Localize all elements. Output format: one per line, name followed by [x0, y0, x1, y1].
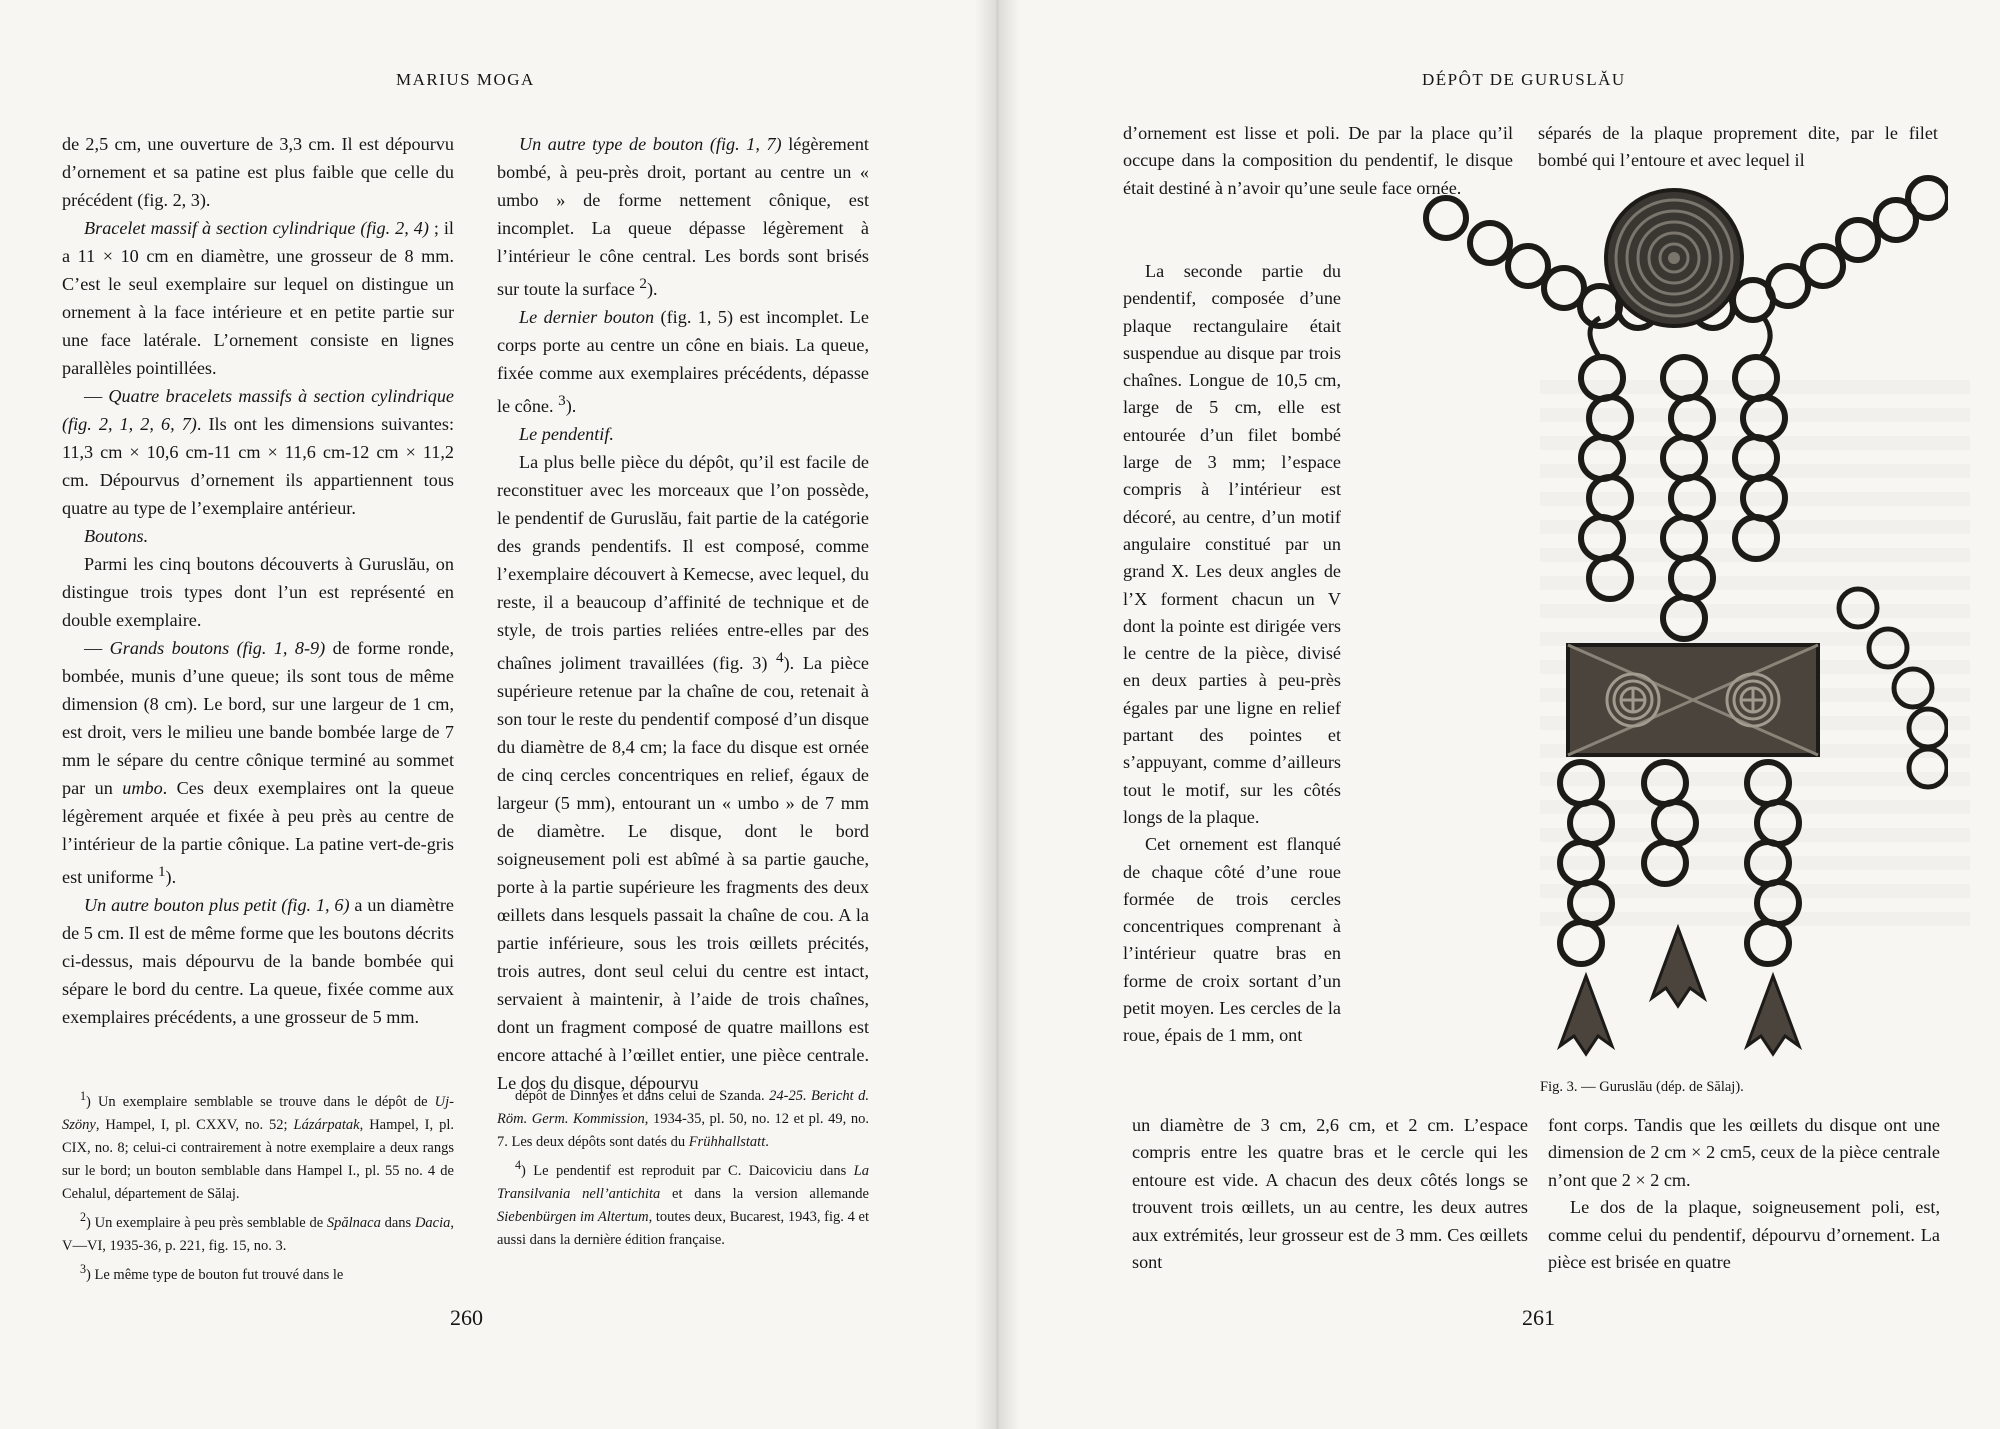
chain-ring — [1560, 922, 1602, 964]
disc-umbo — [1668, 252, 1680, 264]
pendant-figure — [1368, 168, 1948, 1078]
paragraph: Un autre type de bouton (fig. 1, 7) légèrement bombé, à peu-près droit, portant au centre un « umbo » de forme nettement cônique, est incomplet. La queue dépasse légèrement à l’intérieur le cône central. Les bords sont brisés sur toute la surface $^2$). — [497, 134, 869, 300]
chain-ring — [1570, 882, 1612, 924]
chain-ring — [1663, 357, 1705, 399]
chain-ring — [1909, 709, 1947, 747]
chain-ring — [1654, 802, 1696, 844]
chain-ring — [1581, 517, 1623, 559]
paragraph: Le dernier bouton (fig. 1, 5) est incomplet. Le corps porte au centre un cône en biais. La queue, fixée comme aux exemplaires précédents, dépasse le cône. $^3$). — [497, 307, 869, 417]
chain-ring — [1803, 246, 1843, 286]
book-gutter — [975, 0, 1020, 1429]
chain-ring — [1909, 749, 1947, 787]
bird-foot-pendant — [1560, 976, 1612, 1054]
right-column-2-top — [1538, 120, 1938, 175]
paragraph: Un autre bouton plus petit (fig. 1, 6) a un diamètre de 5 cm. Il est de même forme que les boutons décrits ci-dessus, mais dépourvu de la bande bombée qui sépare le bord du centre. La queue, fixée comme aux exemplaires précédents, a une grosseur de 5 mm. — [62, 895, 454, 1028]
chain-ring — [1869, 629, 1907, 667]
hook — [1760, 318, 1770, 358]
paragraph: Boutons. — [84, 526, 149, 546]
chain-ring — [1426, 198, 1466, 238]
bird-foot-pendant — [1652, 928, 1704, 1006]
paragraph: Parmi les cinq boutons découverts à Guruslău, on distingue trois types dont l’un est représenté en double exemplaire. — [62, 554, 454, 630]
paragraph: Le pendentif. — [519, 424, 614, 445]
paragraph: font corps. Tandis que les œillets du disque ont une dimension de 2 cm × 2 cm5, ceux de la pièce centrale n’ont que 2 × 2 cm. — [1548, 1115, 1940, 1190]
paragraph: Le dos de la plaque, soigneusement poli, est, comme celui du pendentif, dépourvu d’ornement. La pièce est brisée en quatre — [1548, 1197, 1940, 1273]
left-column-1 — [62, 130, 454, 1031]
chain-ring — [1735, 357, 1777, 399]
right-column-1-narrow — [1123, 258, 1341, 1050]
left-running-head: MARIUS MOGA — [396, 70, 535, 89]
paragraph: séparés de la plaque proprement dite, par le filet bombé qui l’entoure et avec lequel il — [1538, 123, 1938, 171]
chain-ring — [1671, 557, 1713, 599]
paragraph: La seconde partie du pendentif, composée d’une plaque rectangulaire était suspendue au disque par trois chaînes. Longue de 10,5 cm, large de 5 cm, elle est entourée d’un filet bombé large de 3 mm; l’espace compris à l’intérieur est décoré, au centre, d’un motif angulaire constitué par un grand X. Les deux angles de l’X forment chacun un V dont la pointe est dirigée vers le centre de la pièce, divisé en deux parties à peu-près égales par une ligne en relief partant des pointes et s’appuyant, comme d’ailleurs tout le motif, sur les côtés longs de la plaque. — [1123, 261, 1341, 827]
chain-ring — [1735, 517, 1777, 559]
chain-ring — [1735, 437, 1777, 479]
chain-ring — [1838, 220, 1878, 260]
paragraph: un diamètre de 3 cm, 2,6 cm, et 2 cm. L’espace compris entre les quatre bras et le cercle qui les entoure est vide. A chacun des deux côtés longs se trouvent trois œillets, un au centre, les deux autres aux extrémités, leur grosseur est de 3 mm. Ces œillets sont — [1132, 1115, 1528, 1273]
right-column-2-bottom — [1548, 1112, 1940, 1276]
paragraph: dépôt de Dinnyes et dans celui de Szanda. 24-25. Bericht d. Röm. Germ. Kommission, 1934-35, pl. 50, no. 12 et pl. 49, no. 7. Les deux dépôts sont datés du Frühhallstatt. — [497, 1088, 869, 1150]
chain-ring — [1663, 517, 1705, 559]
figure-caption: Fig. 3. — Guruslău (dép. de Sălaj). — [1540, 1079, 1744, 1095]
chain-ring — [1671, 397, 1713, 439]
chain-ring — [1470, 223, 1510, 263]
chain-ring — [1644, 762, 1686, 804]
left-footnotes-1 — [62, 1085, 454, 1286]
chain-ring — [1508, 246, 1548, 286]
chain-ring — [1560, 842, 1602, 884]
pendant-drawing — [1426, 178, 1948, 1054]
chain-ring — [1671, 477, 1713, 519]
paragraph: $^4$) Le pendentif est reproduit par C. Daicoviciu dans La Transilvania nell’antichita et dans la version allemande Siebenbürgen im Altertum, toutes deux, Bucarest, 1943, fig. 4 et aussi dans la dernière édition française. — [497, 1158, 869, 1248]
right-page-number: 261 — [1522, 1305, 1555, 1330]
paragraph: $^2$) Un exemplaire à peu près semblable de Spălnaca dans Dacia, V—VI, 1935-36, p. 221, fig. 15, no. 3. — [62, 1209, 454, 1254]
chain-ring — [1663, 437, 1705, 479]
chain-ring — [1581, 357, 1623, 399]
chain-ring — [1560, 762, 1602, 804]
chain-ring — [1747, 762, 1789, 804]
chain-ring — [1663, 597, 1705, 639]
chain-ring — [1839, 589, 1877, 627]
chain-ring — [1570, 802, 1612, 844]
chain-ring — [1894, 669, 1932, 707]
chain-ring — [1743, 397, 1785, 439]
right-para-intro: d’ornement est lisse et poli. De par la place qu’il occupe dans la composition du pendentif, le disque était destiné à n’avoir qu’une seule face ornée. — [1123, 123, 1513, 198]
bird-foot-pendant — [1747, 976, 1799, 1054]
paragraph: de 2,5 cm, une ouverture de 3,3 cm. Il est dépourvu d’ornement et sa patine est plus faible que celle du précédent (fig. 2, 3). — [62, 134, 454, 210]
paragraph: $^3$) Le même type de bouton fut trouvé dans le — [80, 1261, 344, 1283]
paragraph: Bracelet massif à section cylindrique (fig. 2, 4) ; il a 11 × 10 cm en diamètre, une grosseur de 8 mm. C’est le seul exemplaire sur lequel on distingue un ornement à la face intérieure et en petite partie sur une face latérale. L’ornement consiste en lignes parallèles pointillées. — [62, 218, 454, 378]
chain-ring — [1757, 882, 1799, 924]
chain-ring — [1644, 842, 1686, 884]
left-column-2 — [497, 130, 869, 1097]
chain-ring — [1747, 922, 1789, 964]
right-column-1-bottom — [1132, 1112, 1528, 1276]
paragraph: La plus belle pièce du dépôt, qu’il est facile de reconstituer avec les morceaux que l’on possède, le pendentif de Guruslău, fait partie de la catégorie des grands pendentifs. Il est composé, comme l’exemplaire découvert à Kemecse, avec lequel, du reste, il a beaucoup d’affinité de technique et de style, de trois parties reliées entre-elles par des chaînes joliment travaillées (fig. 3) $^4$). La pièce supérieure retenue par la chaîne de cou, retenait à son tour le reste du pendentif composé d’un disque du diamètre de 8,4 cm; la face du disque est ornée de cinq cercles concentriques en relief, égaux de largeur (5 mm), entourant un « umbo » de 7 mm de diamètre. Le disque, dont le bord soigneusement poli est abîmé à sa partie gauche, porte à la partie supérieure les fragments des deux œillets dans lesquels passait la chaîne de cou. A la partie inférieure, sous les trois œillets précités, trois autres, dont seul celui du centre est intact, servaient à maintenir, à l’aide de trois chaînes, dont un fragment composé de quatre maillons est encore attaché à l’œillet entier, une pièce centrale. Le dos du disque, dépourvu — [497, 452, 870, 1094]
chain-ring — [1747, 842, 1789, 884]
left-page-number: 260 — [450, 1305, 483, 1330]
chain-ring — [1757, 802, 1799, 844]
chain-ring — [1589, 557, 1631, 599]
right-running-head: DÉPÔT DE GURUSLĂU — [1422, 70, 1626, 89]
chain-ring — [1589, 397, 1631, 439]
left-footnotes-2 — [497, 1085, 869, 1252]
paragraph: Cet ornement est flanqué de chaque côté d’une roue formée de trois cercles concentriques comprenant à l’intérieur quatre bras en forme de croix sortant d’un petit moyen. Les cercles de la roue, épais de 1 mm, ont — [1123, 834, 1341, 1046]
paragraph: — Quatre bracelets massifs à section cylindrique (fig. 2, 1, 2, 6, 7). Ils ont les dimensions suivantes: 11,3 cm × 10,6 cm-11 cm × 11,6 cm-12 cm × 11,2 cm. Dépourvus d’ornement ils appartiennent tous quatre au type de l’exemplaire antérieur. — [62, 386, 454, 518]
chain-ring — [1589, 477, 1631, 519]
chain-ring — [1908, 178, 1948, 218]
chain-ring — [1581, 437, 1623, 479]
paragraph: $^1$) Un exemplaire semblable se trouve dans le dépôt de Uj-Szöny, Hampel, I, pl. CXXV, no. 52; Lázárpatak, Hampel, I, pl. CIX, no. 8; celui-ci contrairement à notre exemplaire a deux rangs sur le bord; un bouton semblable dans Hampel I., pl. 55 no. 4 de Cehalul, département de Sălaj. — [62, 1089, 454, 1202]
chain-ring — [1743, 477, 1785, 519]
paragraph: — Grands boutons (fig. 1, 8-9) de forme ronde, bombée, munis d’une queue; ils sont tous de même dimension (8 cm). Le bord, sur une largeur de 1 cm, est droit, vers le milieu une bande bombée large de 7 mm le sépare du centre cônique terminé au sommet par un umbo. Ces deux exemplaires ont la queue légèrement arquée et fixée à peu près au centre de l’intérieur de la partie cônique. La patine vert-de-gris est uniforme $^1$). — [62, 638, 455, 888]
